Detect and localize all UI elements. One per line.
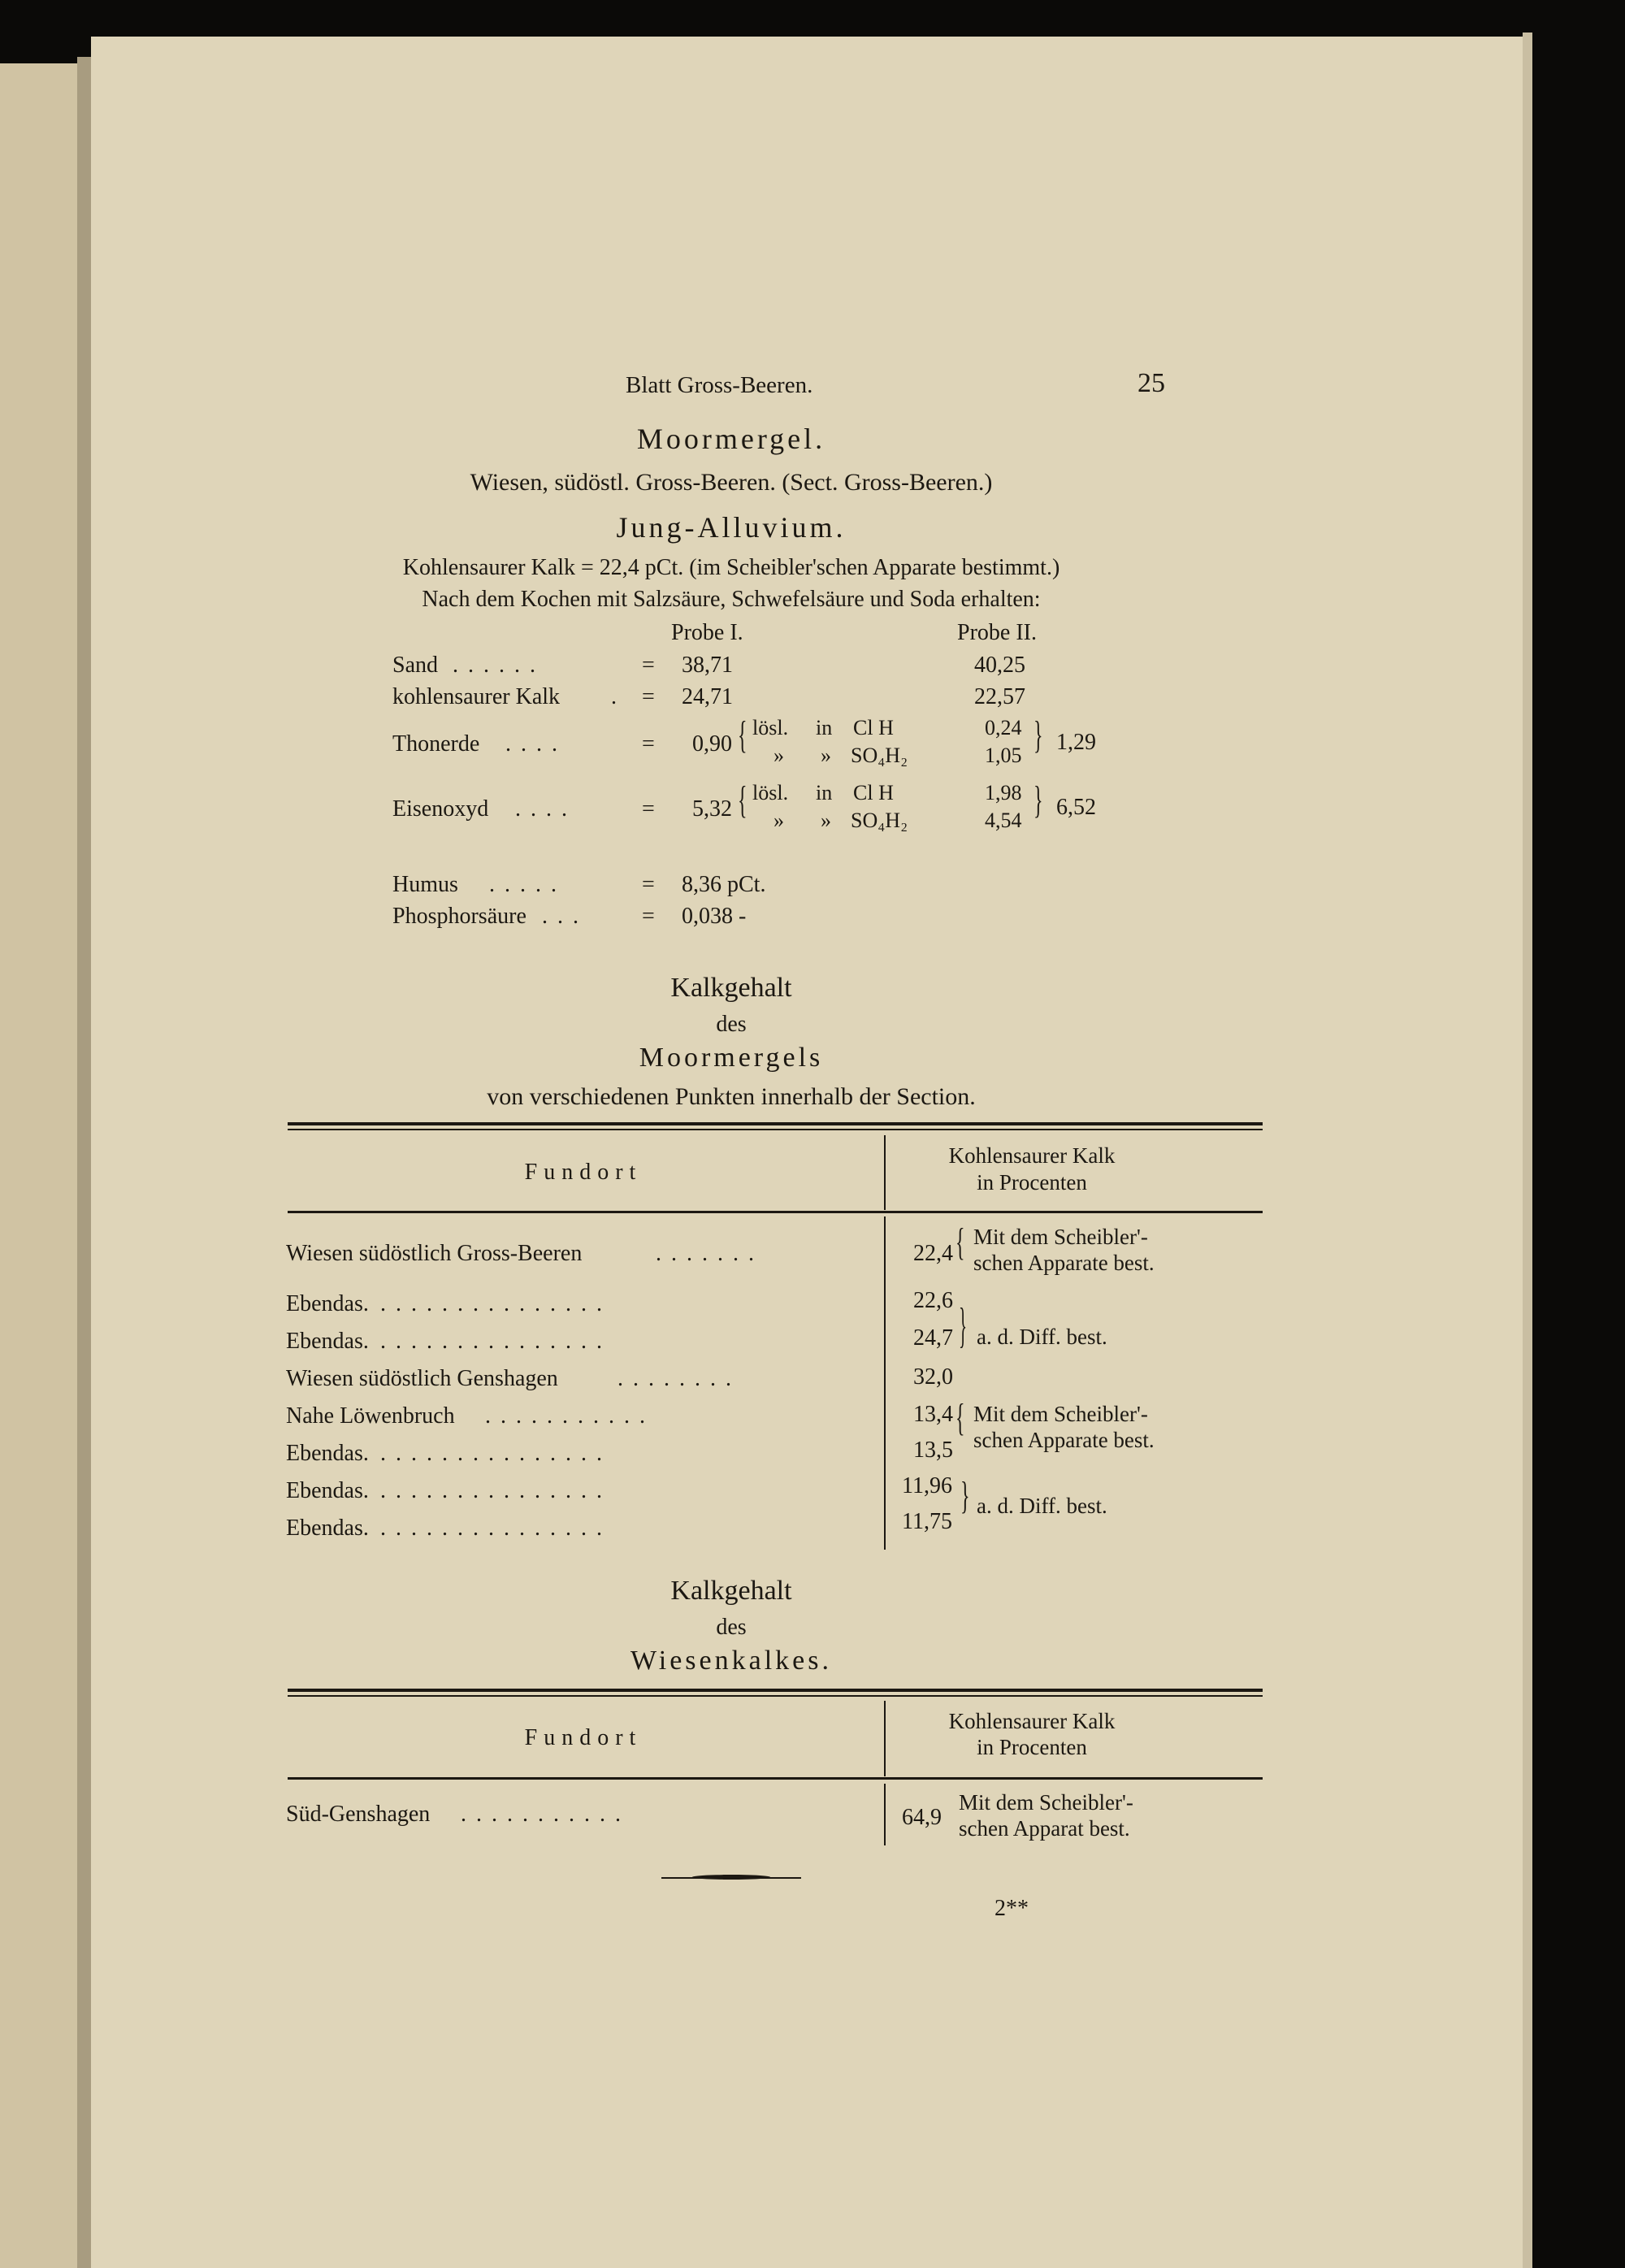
table2-heading-1: Kalkgehalt (670, 1576, 792, 1606)
page-number: 25 (1138, 368, 1165, 398)
facing-page-edge (0, 63, 79, 2268)
signature-mark: 2** (994, 1896, 1029, 1921)
method-note: Mit dem Scheibler'- (959, 1790, 1133, 1815)
solubility-label: lösl. (752, 716, 789, 739)
ditto-mark: » (821, 744, 831, 767)
reagent-hcl: Cl H (853, 716, 894, 739)
ditto-mark: » (774, 809, 784, 832)
ornamental-rule-center (692, 1875, 770, 1880)
leader-dots: ............... (380, 1329, 612, 1354)
value-kalk: 22,4 (913, 1241, 953, 1266)
formation-title: Jung-Alluvium. (616, 511, 847, 544)
in-label: in (816, 716, 833, 739)
leader-dots: ... (542, 904, 588, 929)
column-divider (884, 1784, 886, 1845)
col-header-kalk-1: Kohlensaurer Kalk (948, 1143, 1116, 1168)
leader-dots: .... (505, 731, 567, 757)
leader-dots: ............... (380, 1516, 612, 1541)
value-kalk-p2: 22,57 (974, 684, 1025, 709)
table1-heading-1: Kalkgehalt (670, 973, 792, 1003)
table2-heading-3: Wiesenkalkes. (630, 1646, 832, 1676)
row-label-humus: Humus (392, 872, 458, 897)
method-note: schen Apparat best. (959, 1816, 1130, 1841)
col-header-fundort: Fundort (524, 1725, 643, 1750)
equals-sign: = (642, 684, 655, 709)
leader-dots: ........ (618, 1366, 741, 1391)
leader-dots: ...... (453, 653, 545, 678)
value-eisenoxyd-p1: 5,32 (692, 796, 732, 822)
table2-heading-2: des (716, 1615, 747, 1640)
brace-right: } (1034, 778, 1043, 822)
col-header-kalk-2: in Procenten (977, 1170, 1087, 1195)
value-kalk: 64,9 (902, 1805, 942, 1830)
column-divider (884, 1216, 886, 1550)
table1-heading-2: des (716, 1012, 747, 1037)
column-divider (884, 1701, 886, 1776)
table1-heading-4: von verschiedenen Punkten innerhalb der Section. (487, 1083, 976, 1110)
leader-dots: ........... (461, 1802, 630, 1827)
location-line: Wiesen, südöstl. Gross-Beeren. (Sect. Gross-Beeren.) (470, 469, 993, 496)
table-rule-header (288, 1211, 1263, 1213)
ditto-mark: » (821, 809, 831, 832)
equals-sign: = (642, 872, 655, 897)
place-name: Nahe Löwenbruch (286, 1403, 455, 1429)
value-kalk: 13,4 (913, 1402, 953, 1427)
row-label-kalk: kohlensaurer Kalk (392, 684, 561, 709)
intro-line-2: Nach dem Kochen mit Salzsäure, Schwefelsäure und Soda erhalten: (422, 587, 1041, 612)
leader-dots: ............... (380, 1291, 612, 1316)
value-eisenoxyd-p2b: 4,54 (985, 809, 1022, 832)
table-rule-header (288, 1777, 1263, 1780)
value-eisenoxyd-sum: 6,52 (1056, 795, 1096, 820)
place-name: Süd-Genshagen (286, 1802, 431, 1827)
page-edge (1523, 33, 1532, 2268)
col-header-probe-2: Probe II. (957, 620, 1037, 645)
reagent-h2so4: SO₄H₂ (851, 809, 908, 832)
leader-dots: ..... (489, 872, 566, 897)
ditto-mark: » (774, 744, 784, 767)
table-rule-top-thin (288, 1129, 1263, 1130)
leader-dots: ........... (485, 1403, 655, 1429)
value-thonerde-sum: 1,29 (1056, 730, 1096, 755)
leader-dots: ....... (656, 1241, 764, 1266)
book-page (91, 37, 1523, 2268)
in-label: in (816, 781, 833, 804)
method-note: a. d. Diff. best. (977, 1494, 1107, 1518)
brace-left: { (738, 713, 748, 757)
place-name: Ebendas. (286, 1516, 369, 1541)
leader-dots: . (611, 684, 626, 709)
table-rule-top (288, 1689, 1263, 1692)
col-header-kalk-1: Kohlensaurer Kalk (948, 1709, 1116, 1733)
equals-sign: = (642, 653, 655, 678)
leader-dots: .... (515, 796, 577, 822)
brace: } (959, 1299, 968, 1352)
intro-line-1: Kohlensaurer Kalk = 22,4 pCt. (im Scheibler'schen Apparate bestimmt.) (402, 555, 1060, 580)
method-note: Mit dem Scheibler'- (973, 1402, 1148, 1426)
row-label-eisenoxyd: Eisenoxyd (392, 796, 489, 822)
row-label-phosphor: Phosphorsäure (392, 904, 526, 929)
brace-right: } (1034, 713, 1043, 757)
method-note: schen Apparate best. (973, 1428, 1155, 1452)
value-kalk: 24,7 (913, 1325, 953, 1351)
reagent-h2so4: SO₄H₂ (851, 744, 908, 767)
value-eisenoxyd-p2a: 1,98 (985, 781, 1022, 804)
value-kalk: 11,96 (902, 1473, 952, 1498)
place-name: Ebendas. (286, 1478, 369, 1503)
value-kalk: 22,6 (913, 1288, 953, 1313)
row-label-thonerde: Thonerde (392, 731, 480, 757)
method-note: schen Apparate best. (973, 1251, 1155, 1275)
row-label-sand: Sand (392, 653, 438, 678)
value-kalk: 32,0 (913, 1364, 953, 1390)
value-sand-p1: 38,71 (682, 653, 733, 678)
place-name: Ebendas. (286, 1291, 369, 1316)
column-divider (884, 1135, 886, 1210)
running-title: Blatt Gross-Beeren. (626, 372, 813, 398)
leader-dots: ............... (380, 1478, 612, 1503)
value-thonerde-p2a: 0,24 (985, 716, 1022, 739)
value-humus: 8,36 pCt. (682, 872, 766, 897)
leader-dots: ............... (380, 1441, 612, 1466)
equals-sign: = (642, 731, 655, 757)
brace: { (956, 1221, 965, 1264)
place-name: Ebendas. (286, 1329, 369, 1354)
value-thonerde-p1: 0,90 (692, 731, 732, 757)
equals-sign: = (642, 904, 655, 929)
table-rule-top (288, 1122, 1263, 1125)
value-sand-p2: 40,25 (974, 653, 1025, 678)
col-header-fundort: Fundort (524, 1160, 643, 1185)
method-note: a. d. Diff. best. (977, 1325, 1107, 1349)
equals-sign: = (642, 796, 655, 822)
solubility-label: lösl. (752, 781, 789, 804)
brace: { (956, 1396, 965, 1439)
table-rule-top-thin (288, 1695, 1263, 1697)
section-title: Moormergel. (636, 423, 826, 455)
value-thonerde-p2b: 1,05 (985, 744, 1022, 767)
place-name: Wiesen südöstlich Gross-Beeren (286, 1241, 583, 1266)
place-name: Ebendas. (286, 1441, 369, 1466)
col-header-probe-1: Probe I. (671, 620, 743, 645)
method-note: Mit dem Scheibler'- (973, 1225, 1148, 1249)
value-kalk: 11,75 (902, 1509, 952, 1534)
reagent-hcl: Cl H (853, 781, 894, 804)
value-kalk: 13,5 (913, 1438, 953, 1463)
brace: } (960, 1474, 970, 1517)
place-name: Wiesen südöstlich Genshagen (286, 1366, 558, 1391)
value-kalk-p1: 24,71 (682, 684, 733, 709)
value-phosphor: 0,038 - (682, 904, 747, 929)
col-header-kalk-2: in Procenten (977, 1735, 1087, 1759)
brace-left: { (738, 778, 748, 822)
table1-heading-3: Moormergels (639, 1043, 824, 1073)
